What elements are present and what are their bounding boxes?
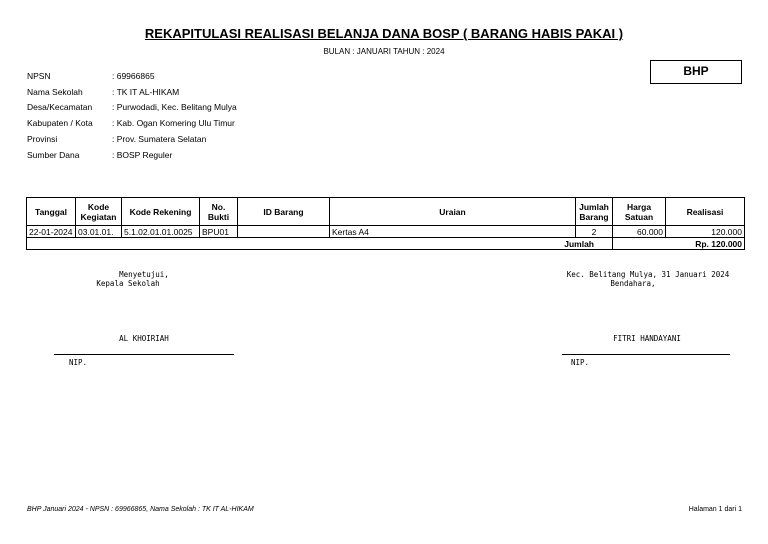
footer-document-info: BHP Januari 2024 - NPSN : 69966865, Nama Sekolah : TK IT AL-HIKAM xyxy=(27,506,254,513)
cell-kode-kegiatan: 03.01.01. xyxy=(76,226,122,238)
realisasi-table xyxy=(26,197,745,250)
cell-kode-rekening: 5.1.02.01.01.0025 xyxy=(122,226,200,238)
report-title: REKAPITULASI REALISASI BELANJA DANA BOSP ( BARANG HABIS PAKAI ) xyxy=(144,26,624,41)
info-value: : TK IT AL-HIKAM xyxy=(112,86,180,97)
info-label: Kabupaten / Kota xyxy=(27,118,93,129)
col-header-harga-satuan: Harga Satuan xyxy=(613,198,666,226)
col-header-jumlah-barang: Jumlah Barang xyxy=(576,198,613,226)
total-row xyxy=(27,238,745,250)
info-row-sumber-dana xyxy=(27,147,237,163)
cell-uraian: Kertas A4 xyxy=(330,226,576,238)
col-header-kode-kegiatan: Kode Kegiatan xyxy=(76,198,122,226)
info-label: Nama Sekolah xyxy=(27,86,83,97)
signature-right-line xyxy=(562,354,730,355)
info-row-provinsi xyxy=(27,131,237,147)
info-value: : 69966865 xyxy=(112,70,155,81)
signature-right-nip: NIP. xyxy=(571,358,590,367)
info-row-npsn xyxy=(27,68,237,84)
col-header-realisasi: Realisasi xyxy=(666,198,745,226)
signature-left-line xyxy=(54,354,234,355)
col-header-tanggal: Tanggal xyxy=(27,198,76,226)
info-label: Desa/Kecamatan xyxy=(27,102,93,113)
cell-no-bukti: BPU01 xyxy=(200,226,238,238)
signature-left-nip: NIP. xyxy=(69,358,88,367)
info-label: Provinsi xyxy=(27,134,58,145)
info-value: : Purwodadi, Kec. Belitang Mulya xyxy=(112,102,237,113)
info-row-nama-sekolah xyxy=(27,84,237,100)
table-header-row xyxy=(27,198,745,226)
col-header-kode-rekening: Kode Rekening xyxy=(122,198,200,226)
table-row xyxy=(27,226,745,238)
info-value: : Kab. Ogan Komering Ulu Timur xyxy=(112,118,235,129)
info-label: NPSN xyxy=(27,70,51,81)
col-header-id-barang: ID Barang xyxy=(238,198,330,226)
school-info xyxy=(27,68,237,163)
info-row-desa xyxy=(27,100,237,116)
info-label: Sumber Dana xyxy=(27,149,80,160)
total-label: Jumlah xyxy=(27,238,613,250)
info-value: : Prov. Sumatera Selatan xyxy=(112,134,207,145)
report-type-badge: BHP xyxy=(650,60,742,84)
cell-tanggal: 22-01-2024 xyxy=(27,226,76,238)
signature-left-approval: Menyetujui, xyxy=(119,270,169,279)
col-header-uraian: Uraian xyxy=(330,198,576,226)
cell-jumlah-barang: 2 xyxy=(576,226,613,238)
signature-right-role: Bendahara, xyxy=(610,279,656,288)
signature-left-role: Kepala Sekolah xyxy=(96,279,160,288)
signature-right-place-date: Kec. Belitang Mulya, 31 Januari 2024 xyxy=(566,270,730,279)
cell-harga-satuan: 60.000 xyxy=(613,226,666,238)
info-row-kabupaten xyxy=(27,115,237,131)
col-header-no-bukti: No. Bukti xyxy=(200,198,238,226)
report-period: BULAN : JANUARI TAHUN : 2024 xyxy=(323,47,445,56)
footer-page-number: Halaman 1 dari 1 xyxy=(688,506,742,513)
signature-right-name: FITRI HANDAYANI xyxy=(613,334,681,343)
cell-realisasi: 120.000 xyxy=(666,226,745,238)
total-value: Rp. 120.000 xyxy=(613,238,745,250)
cell-id-barang xyxy=(238,226,330,238)
info-value: : BOSP Reguler xyxy=(112,149,173,160)
signature-left-name: AL KHOIRIAH xyxy=(119,334,169,343)
